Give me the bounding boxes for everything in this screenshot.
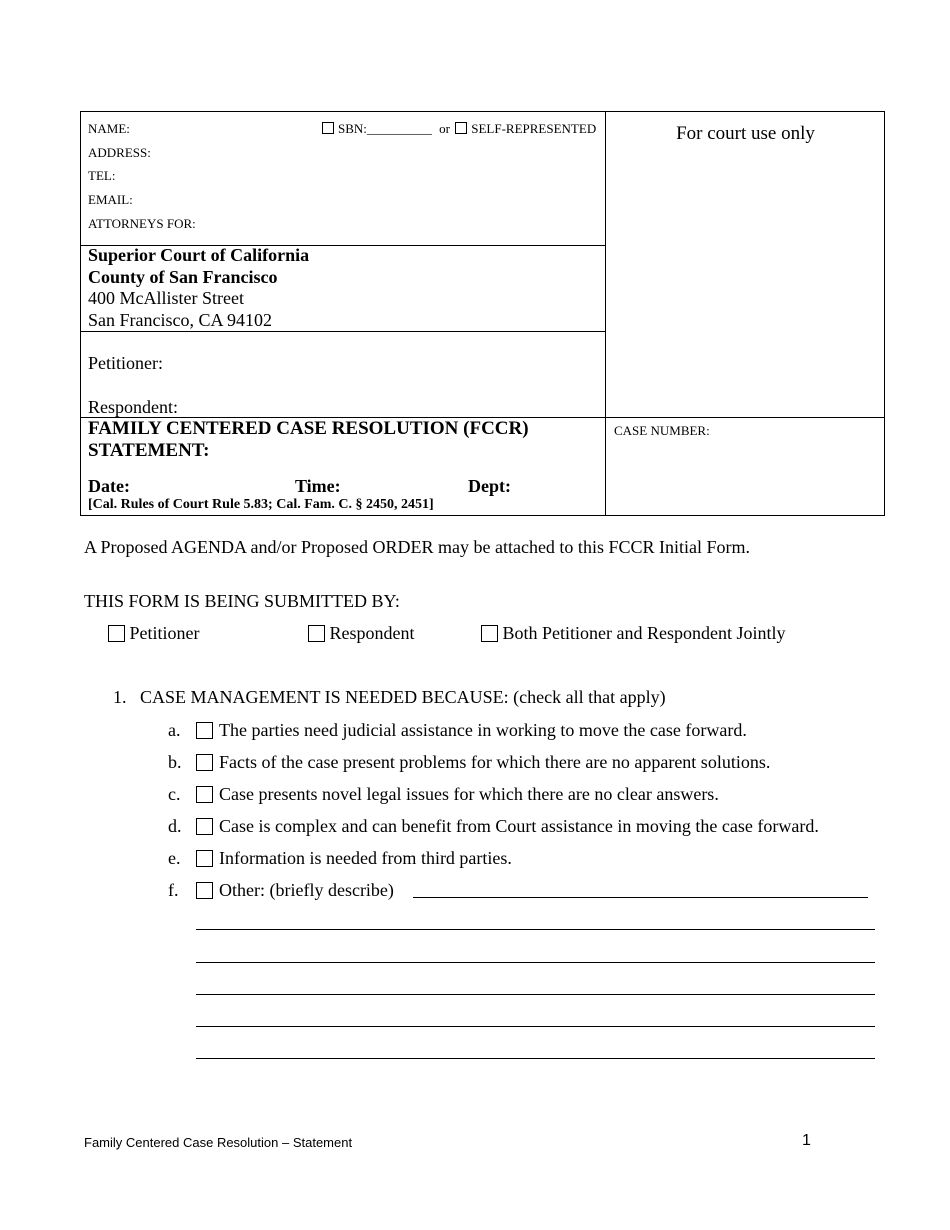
- reason-d-text: Case is complex and can benefit from Court assistance in moving the case forward.: [219, 816, 819, 836]
- respondent-label: Respondent:: [88, 397, 178, 417]
- other-description-line[interactable]: [196, 929, 875, 930]
- reason-item-c: c. Case presents novel legal issues for which there are no clear answers.: [168, 784, 719, 804]
- self-represented-label: SELF-REPRESENTED: [471, 121, 597, 136]
- reason-b-text: Facts of the case present problems for which there are no apparent solutions.: [219, 752, 771, 772]
- reason-c-checkbox[interactable]: [196, 786, 213, 803]
- other-description-line[interactable]: [196, 1058, 875, 1059]
- sbn-group: [322, 121, 596, 137]
- option-petitioner-label: Petitioner: [129, 623, 200, 643]
- respondent-checkbox[interactable]: [308, 625, 325, 642]
- other-description-line[interactable]: [413, 897, 868, 898]
- petitioner-label: Petitioner:: [88, 353, 163, 373]
- reason-a-text: The parties need judicial assistance in working to move the case forward.: [219, 720, 747, 740]
- both-jointly-checkbox[interactable]: [481, 625, 498, 642]
- sbn-checkbox[interactable]: [322, 122, 334, 134]
- court-city: San Francisco, CA 94102: [88, 309, 272, 330]
- other-description-line[interactable]: [196, 1026, 875, 1027]
- reason-item-a: a. The parties need judicial assistance in working to move the case forward.: [168, 720, 747, 740]
- reason-item-f: f. Other: (briefly describe): [168, 880, 394, 900]
- court-use-label: For court use only: [676, 123, 815, 144]
- tel-label: TEL:: [88, 168, 116, 183]
- other-description-line[interactable]: [196, 994, 875, 995]
- intro-text: A Proposed AGENDA and/or Proposed ORDER may be attached to this FCCR Initial Form.: [84, 537, 750, 557]
- attorneys-for-label: ATTORNEYS FOR:: [88, 216, 196, 231]
- option-petitioner[interactable]: [108, 623, 200, 644]
- submitted-by-label: THIS FORM IS BEING SUBMITTED BY:: [84, 591, 400, 611]
- divider-court-parties: [80, 331, 606, 332]
- form-title-line2: STATEMENT:: [88, 440, 210, 461]
- reason-b-checkbox[interactable]: [196, 754, 213, 771]
- section1-heading: CASE MANAGEMENT IS NEEDED BECAUSE: (check all that apply): [140, 687, 666, 707]
- court-address: [88, 245, 309, 331]
- court-county: County of San Francisco: [88, 266, 278, 287]
- reason-item-d: d. Case is complex and can benefit from Court assistance in moving the case forward.: [168, 816, 819, 836]
- court-name: Superior Court of California: [88, 245, 310, 265]
- reason-d-checkbox[interactable]: [196, 818, 213, 835]
- option-both-jointly[interactable]: [481, 623, 785, 644]
- reason-item-b: b. Facts of the case present problems for which there are no apparent solutions.: [168, 752, 771, 772]
- case-number-label: CASE NUMBER:: [614, 423, 710, 438]
- page-number: 1: [802, 1132, 811, 1149]
- time-label: Time:: [295, 476, 341, 496]
- reason-item-e: e. Information is needed from third parties.: [168, 848, 512, 868]
- reason-e-checkbox[interactable]: [196, 850, 213, 867]
- option-both-jointly-label: Both Petitioner and Respondent Jointly: [502, 623, 786, 643]
- form-title-line1: FAMILY CENTERED CASE RESOLUTION (FCCR): [88, 418, 529, 439]
- caption-divider-vertical: [605, 111, 606, 516]
- or-label: or: [439, 121, 450, 136]
- petitioner-checkbox[interactable]: [108, 625, 125, 642]
- footer-title: Family Centered Case Resolution – Statement: [84, 1135, 353, 1150]
- address-label: ADDRESS:: [88, 145, 151, 160]
- section1-number: 1.: [113, 687, 127, 707]
- sbn-label: SBN:__________: [338, 121, 432, 136]
- reason-f-checkbox[interactable]: [196, 882, 213, 899]
- court-street: 400 McAllister Street: [88, 288, 244, 308]
- date-label: Date:: [88, 476, 130, 496]
- name-label: NAME:: [88, 121, 130, 136]
- dept-label: Dept:: [468, 476, 511, 496]
- self-represented-checkbox[interactable]: [455, 122, 467, 134]
- reason-c-text: Case presents novel legal issues for which there are no clear answers.: [219, 784, 719, 804]
- option-respondent[interactable]: [308, 623, 415, 644]
- other-description-line[interactable]: [196, 962, 875, 963]
- citation: [Cal. Rules of Court Rule 5.83; Cal. Fam. C. § 2450, 2451]: [88, 497, 434, 512]
- reason-e-text: Information is needed from third parties.: [219, 848, 512, 868]
- reason-f-text: Other: (briefly describe): [219, 880, 394, 900]
- option-respondent-label: Respondent: [329, 623, 415, 643]
- reason-a-checkbox[interactable]: [196, 722, 213, 739]
- email-label: EMAIL:: [88, 192, 133, 207]
